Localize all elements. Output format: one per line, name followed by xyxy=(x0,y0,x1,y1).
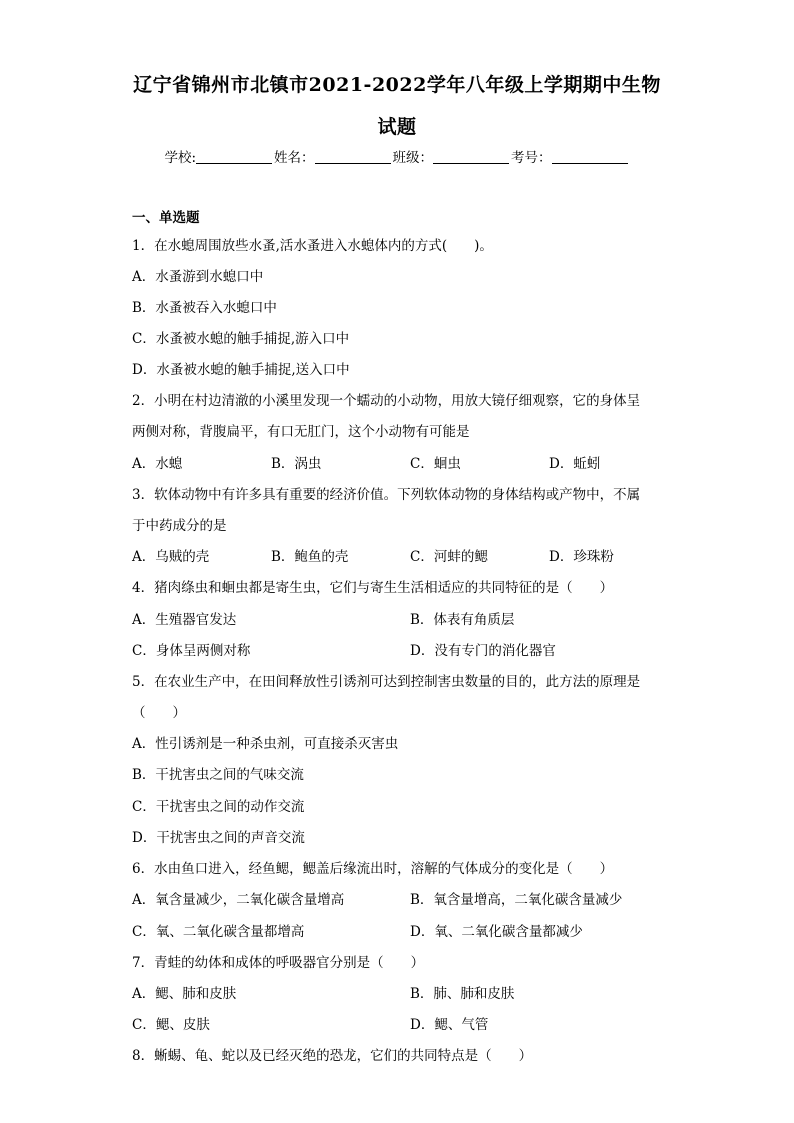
question-3-stem-line-1: 3．软体动物中有许多具有重要的经济价值。下列软体动物的身体结构或产物中，不属 xyxy=(132,487,641,503)
exam-title-line-2: 试题 xyxy=(377,116,417,138)
name-label: 姓名： xyxy=(274,150,315,166)
class-label: 班级： xyxy=(392,150,434,166)
question-8-stem: 8．蜥蜴、龟、蛇以及已经灭绝的恐龙，它们的共同特点是（ ） xyxy=(132,1048,533,1064)
exam-number-label: 考号： xyxy=(511,150,552,166)
question-2-option-d: D．蚯蚓 xyxy=(549,456,601,472)
exam-number-blank xyxy=(552,163,628,164)
class-blank xyxy=(433,163,509,164)
question-1-option-c: C．水蚤被水螅的触手捕捉,游入口中 xyxy=(132,331,350,347)
question-5-option-c: C．干扰害虫之间的动作交流 xyxy=(132,799,305,815)
question-6-option-b: B．氧含量增高，二氧化碳含量减少 xyxy=(410,892,623,908)
exam-title-line-1: 辽宁省锦州市北镇市2021-2022学年八年级上学期期中生物 xyxy=(133,74,661,96)
question-3-option-a: A．乌贼的壳 xyxy=(132,549,210,565)
question-2-stem-line-2: 两侧对称，背腹扁平，有口无肛门，这个小动物有可能是 xyxy=(132,424,470,440)
question-6-stem: 6．水由鱼口进入，经鱼鳃，鳃盖后缘流出时，溶解的气体成分的变化是（ ） xyxy=(132,861,614,877)
question-1-option-d: D．水蚤被水螅的触手捕捉,送入口中 xyxy=(132,362,350,378)
question-4-option-a: A．生殖器官发达 xyxy=(132,612,237,628)
question-3-option-b: B．鲍鱼的壳 xyxy=(271,549,349,565)
question-5-stem-line-1: 5．在农业生产中，在田间释放性引诱剂可达到控制害虫数量的目的，此方法的原理是 xyxy=(132,674,641,690)
question-3-option-d: D．珍珠粉 xyxy=(549,549,614,565)
question-7-stem: 7．青蛙的幼体和成体的呼吸器官分别是（ ） xyxy=(132,955,425,971)
question-1-option-b: B．水蚤被吞入水螅口中 xyxy=(132,300,277,316)
question-2-option-b: B．涡虫 xyxy=(271,456,322,472)
student-info-row xyxy=(0,146,794,166)
question-5-option-d: D．干扰害虫之间的声音交流 xyxy=(132,830,305,846)
question-7-option-b: B．肺、肺和皮肤 xyxy=(410,986,515,1002)
question-6-option-a: A．氧含量减少，二氧化碳含量增高 xyxy=(132,892,345,908)
question-5-option-a: A．性引诱剂是一种杀虫剂，可直接杀灭害虫 xyxy=(132,736,399,752)
school-blank xyxy=(196,163,272,164)
question-4-option-b: B．体表有角质层 xyxy=(410,612,515,628)
question-1-stem: 1．在水螅周围放些水蚤,活水蚤进入水螅体内的方式( )。 xyxy=(132,238,493,254)
question-4-option-c: C．身体呈两侧对称 xyxy=(132,643,251,659)
question-7-option-c: C．鳃、皮肤 xyxy=(132,1017,210,1033)
question-2-option-a: A．水螅 xyxy=(132,456,183,472)
question-3-option-c: C．河蚌的鳃 xyxy=(410,549,488,565)
question-3-stem-line-2: 于中药成分的是 xyxy=(132,518,227,534)
name-blank xyxy=(315,163,391,164)
question-1-option-a: A．水蚤游到水螅口中 xyxy=(132,269,264,285)
question-4-stem: 4．猪肉绦虫和蛔虫都是寄生虫，它们与寄生生活相适应的共同特征的是（ ） xyxy=(132,580,614,596)
school-label: 学校: xyxy=(164,150,197,166)
question-2-stem-line-1: 2．小明在村边清澈的小溪里发现一个蠕动的小动物，用放大镜仔细观察，它的身体呈 xyxy=(132,393,641,409)
question-5-option-b: B．干扰害虫之间的气味交流 xyxy=(132,767,304,783)
question-5-stem-line-2: （ ） xyxy=(132,705,186,721)
question-7-option-d: D．鳃、气管 xyxy=(410,1017,489,1033)
section-heading: 一、单选题 xyxy=(132,210,200,226)
question-2-option-c: C．蛔虫 xyxy=(410,456,461,472)
question-7-option-a: A．鳃、肺和皮肤 xyxy=(132,986,237,1002)
question-6-option-d: D．氧、二氧化碳含量都减少 xyxy=(410,924,583,940)
question-4-option-d: D．没有专门的消化器官 xyxy=(410,643,556,659)
question-6-option-c: C．氧、二氧化碳含量都增高 xyxy=(132,924,305,940)
